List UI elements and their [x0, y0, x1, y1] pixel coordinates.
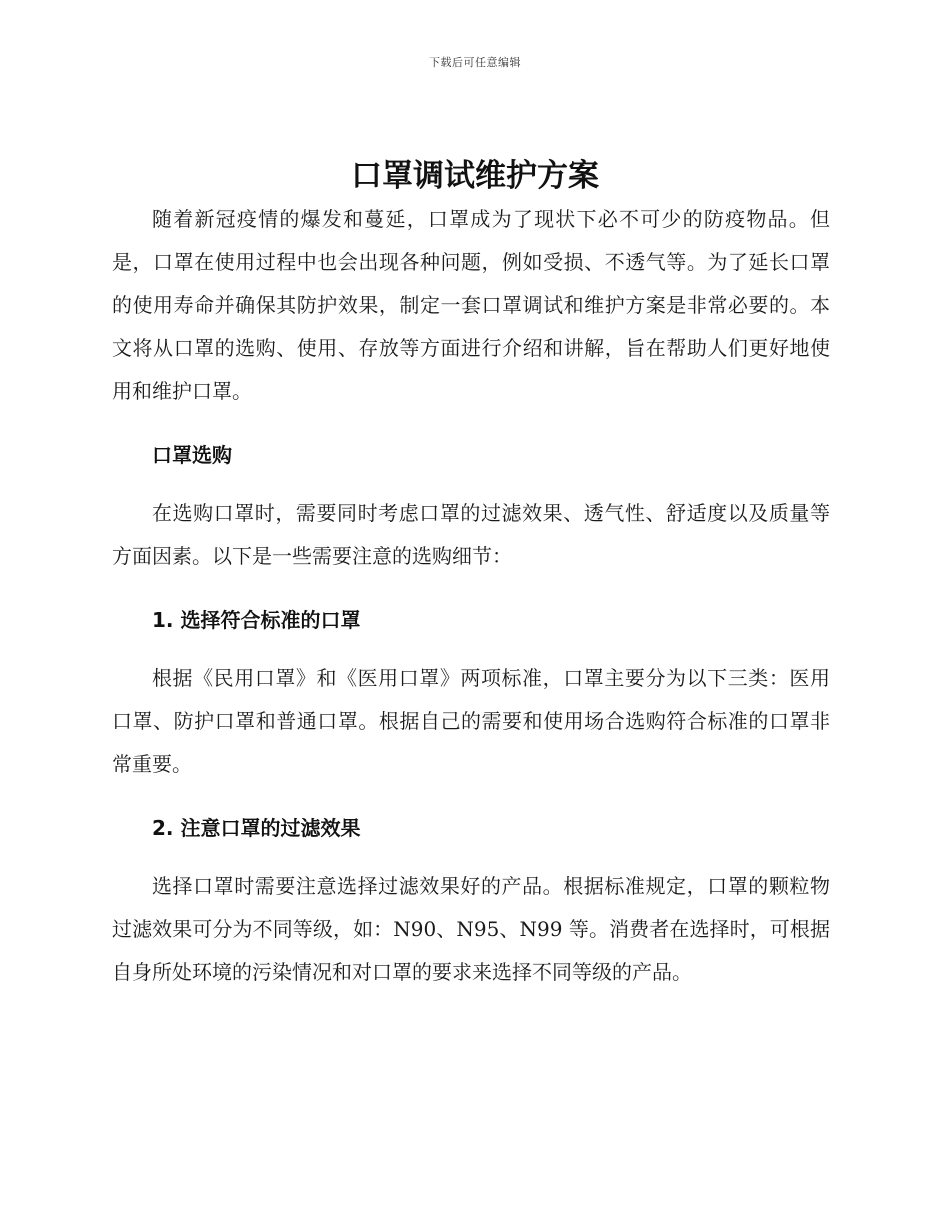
document-body: [112, 198, 830, 994]
header-note: 下载后可任意编辑: [429, 56, 521, 69]
purchase-paragraph: 在选购口罩时，需要同时考虑口罩的过滤效果、透气性、舒适度以及质量等方面因素。以下是一些需要注意的选购细节：: [112, 501, 830, 568]
document-title: 口罩调试维护方案: [351, 158, 599, 194]
subsection-heading-standard: 1. 选择符合标准的口罩: [152, 608, 361, 632]
section-heading-purchase: 口罩选购: [152, 443, 232, 467]
filtration-paragraph: 选择口罩时需要注意选择过滤效果好的产品。根据标准规定，口罩的颗粒物过滤效果可分为不同等级，如：N90、N95、N99 等。消费者在选择时，可根据自身所处环境的污染情况和对口罩的要求来选择不同等级的产品。: [112, 874, 830, 984]
standard-paragraph: 根据《民用口罩》和《医用口罩》两项标准，口罩主要分为以下三类：医用口罩、防护口罩和普通口罩。根据自己的需要和使用场合选购符合标准的口罩非常重要。: [112, 666, 830, 776]
subsection-heading-filtration: 2. 注意口罩的过滤效果: [152, 816, 361, 840]
intro-paragraph: 随着新冠疫情的爆发和蔓延，口罩成为了现状下必不可少的防疫物品。但是，口罩在使用过程中也会出现各种问题，例如受损、不透气等。为了延长口罩的使用寿命并确保其防护效果，制定一套口罩调试和维护方案是非常必要的。本文将从口罩的选购、使用、存放等方面进行介绍和讲解，旨在帮助人们更好地使用和维护口罩。: [112, 207, 830, 403]
